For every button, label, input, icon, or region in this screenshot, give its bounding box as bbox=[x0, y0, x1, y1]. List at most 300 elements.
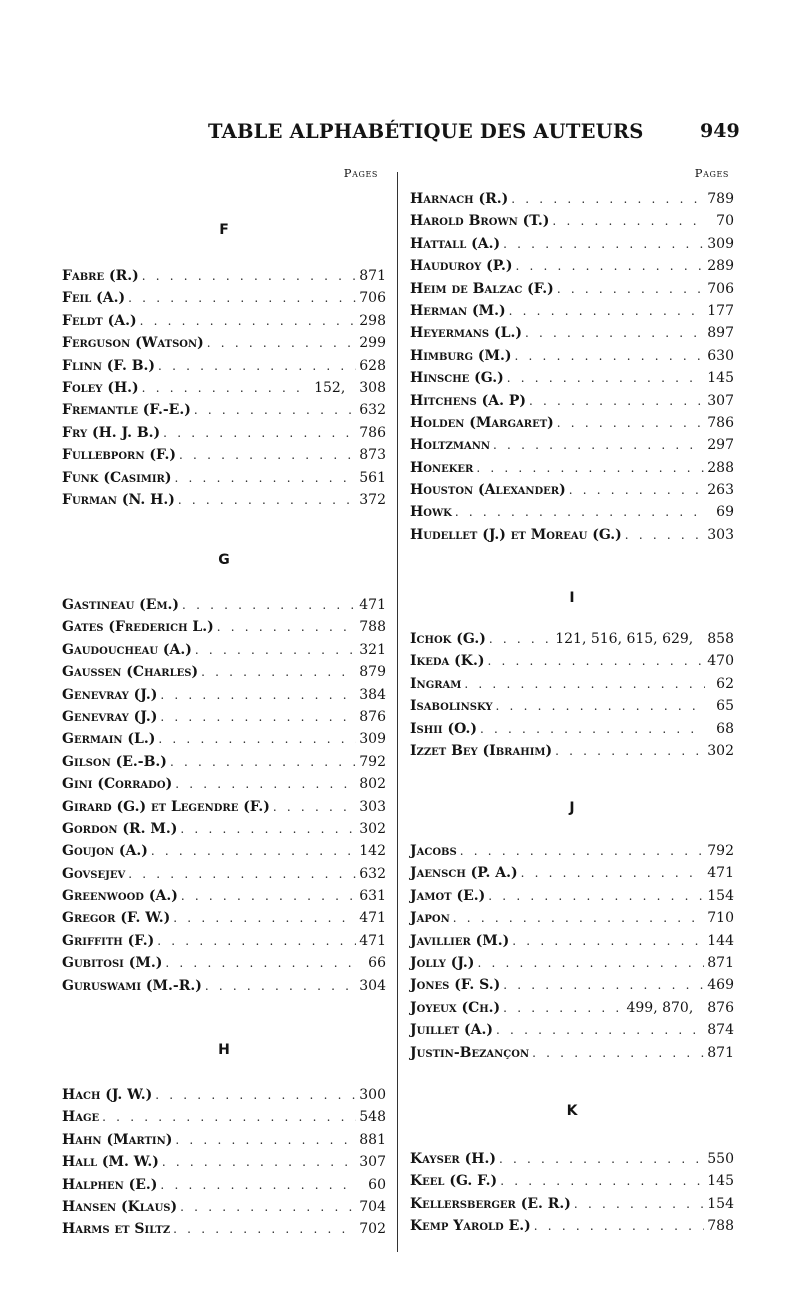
author-name: Genevray (J.) bbox=[62, 708, 158, 725]
dot-leader bbox=[455, 505, 705, 519]
author-name: Furman (N. H.) bbox=[62, 491, 175, 508]
dot-leader bbox=[625, 528, 704, 542]
author-name: Kemp Yarold E.) bbox=[410, 1218, 531, 1235]
index-entry bbox=[410, 191, 734, 213]
index-entry bbox=[62, 335, 386, 357]
page-reference: 792 bbox=[359, 753, 386, 770]
index-entry bbox=[410, 348, 734, 370]
section-list-k bbox=[410, 1151, 734, 1241]
dot-leader bbox=[555, 744, 704, 758]
dot-leader bbox=[493, 438, 704, 452]
index-entry bbox=[410, 698, 734, 720]
index-entry bbox=[410, 415, 734, 437]
dot-leader bbox=[557, 282, 704, 296]
dot-leader bbox=[151, 844, 356, 858]
author-name: Hinsche (G.) bbox=[410, 370, 504, 387]
author-name: Hach (J. W.) bbox=[62, 1087, 153, 1103]
section-letter-h: H bbox=[218, 1042, 230, 1058]
index-entry bbox=[62, 843, 386, 865]
page-reference: 873 bbox=[359, 447, 386, 464]
dot-leader bbox=[195, 643, 356, 657]
index-entry bbox=[62, 799, 386, 821]
author-name: Fullebporn (F.) bbox=[62, 447, 177, 464]
page-reference: 632 bbox=[359, 402, 386, 419]
index-entry bbox=[62, 447, 386, 469]
author-name: Keel (G. F.) bbox=[410, 1173, 498, 1190]
index-entry bbox=[410, 676, 734, 698]
author-name: Gregor (F. W.) bbox=[62, 910, 171, 927]
page-reference: 299 bbox=[359, 335, 386, 352]
dot-leader bbox=[569, 483, 705, 497]
page-reference: 704 bbox=[359, 1198, 386, 1215]
author-name: Honeker bbox=[410, 459, 474, 476]
section-list-i bbox=[410, 631, 734, 765]
index-entry bbox=[410, 721, 734, 743]
dot-leader bbox=[160, 1178, 357, 1192]
index-entry bbox=[410, 258, 734, 280]
page-reference: 65 bbox=[716, 698, 734, 715]
index-entry bbox=[62, 1109, 386, 1131]
page-reference: 561 bbox=[359, 469, 386, 486]
dot-leader bbox=[102, 1110, 356, 1124]
dot-leader bbox=[140, 314, 357, 328]
author-name: Justin-Bezançon bbox=[410, 1044, 530, 1061]
section-list-f bbox=[62, 268, 386, 514]
dot-leader bbox=[503, 237, 704, 251]
dot-leader bbox=[128, 867, 356, 881]
page-reference: 788 bbox=[707, 1218, 734, 1235]
index-entry bbox=[62, 425, 386, 447]
author-name: Hauduroy (P.) bbox=[410, 258, 513, 275]
dot-leader bbox=[499, 1152, 704, 1166]
dot-leader bbox=[574, 1197, 704, 1211]
dot-leader bbox=[480, 722, 705, 736]
index-entry bbox=[62, 313, 386, 335]
page-reference: 881 bbox=[359, 1131, 386, 1148]
dot-leader bbox=[180, 1200, 356, 1214]
author-name: Ikeda (K.) bbox=[410, 653, 485, 670]
additional-pages: 121, 516, 615, 629, bbox=[555, 631, 694, 647]
dot-leader bbox=[162, 1155, 356, 1169]
dot-leader bbox=[180, 822, 356, 836]
section-list-j bbox=[410, 843, 734, 1067]
dot-leader bbox=[488, 889, 704, 903]
author-name: Houston (Alexander) bbox=[410, 482, 566, 499]
dot-leader bbox=[194, 403, 356, 417]
index-entry bbox=[62, 290, 386, 312]
index-entry bbox=[410, 1196, 734, 1218]
index-entry bbox=[62, 597, 386, 619]
additional-pages: 152, bbox=[314, 379, 346, 396]
page-reference: 631 bbox=[359, 888, 386, 905]
author-name: Joyeux (Ch.) bbox=[410, 999, 501, 1016]
author-name: Ishii (O.) bbox=[410, 720, 477, 737]
author-name: Girard (G.) et Legendre (F.) bbox=[62, 798, 270, 815]
index-entry bbox=[410, 527, 734, 549]
dot-leader bbox=[179, 448, 356, 462]
author-name: Gastineau (Em.) bbox=[62, 597, 180, 613]
pages-column-label: Pages bbox=[694, 166, 729, 180]
page-reference: 154 bbox=[707, 1195, 734, 1212]
page-reference: 309 bbox=[707, 235, 734, 252]
author-name: Isabolinsky bbox=[410, 698, 493, 715]
index-entry bbox=[410, 504, 734, 526]
section-list-h bbox=[62, 1087, 386, 1244]
dot-leader bbox=[476, 461, 704, 475]
author-name: Gordon (R. M.) bbox=[62, 820, 178, 837]
index-entry bbox=[410, 370, 734, 392]
dot-leader bbox=[155, 1088, 356, 1102]
index-entry bbox=[410, 743, 734, 765]
dot-leader bbox=[529, 394, 704, 408]
dot-leader bbox=[515, 259, 704, 273]
page-reference: 702 bbox=[359, 1221, 386, 1238]
index-entry bbox=[410, 933, 734, 955]
author-name: Ichok (G.) bbox=[410, 631, 486, 647]
page-reference: 471 bbox=[359, 932, 386, 949]
page-reference: 154 bbox=[707, 887, 734, 904]
index-entry bbox=[410, 1022, 734, 1044]
page-reference: 289 bbox=[707, 258, 734, 275]
page-reference: 145 bbox=[707, 1173, 734, 1190]
author-name: Japon bbox=[410, 910, 450, 927]
index-entry bbox=[62, 1087, 386, 1109]
page-reference: 69 bbox=[716, 504, 734, 521]
page-reference: 469 bbox=[707, 977, 734, 994]
page-reference: 471 bbox=[707, 865, 734, 882]
index-entry bbox=[410, 910, 734, 932]
index-entry bbox=[62, 866, 386, 888]
author-name: Gaussen (Charles) bbox=[62, 664, 199, 681]
dot-leader bbox=[157, 934, 356, 948]
page-reference: 384 bbox=[359, 686, 386, 703]
dot-leader bbox=[489, 632, 552, 646]
index-entry bbox=[62, 933, 386, 955]
index-entry bbox=[62, 910, 386, 932]
author-name: Goujon (A.) bbox=[62, 843, 148, 860]
index-entry bbox=[62, 776, 386, 798]
author-name: Javillier (M.) bbox=[410, 932, 510, 949]
index-entry bbox=[62, 1177, 386, 1199]
author-name: Hitchens (A. P) bbox=[410, 392, 526, 409]
index-entry bbox=[62, 358, 386, 380]
index-entry bbox=[62, 1154, 386, 1176]
index-entry bbox=[62, 642, 386, 664]
page-reference: 309 bbox=[359, 731, 386, 748]
index-entry bbox=[62, 619, 386, 641]
page-reference: 62 bbox=[716, 675, 734, 692]
index-entry bbox=[62, 268, 386, 290]
author-name: Gaudoucheau (A.) bbox=[62, 641, 192, 658]
index-entry bbox=[62, 1132, 386, 1154]
author-name: Flinn (F. B.) bbox=[62, 357, 156, 374]
page-reference: 288 bbox=[707, 459, 734, 476]
index-entry bbox=[410, 393, 734, 415]
page-reference: 897 bbox=[707, 325, 734, 342]
dot-leader bbox=[512, 934, 704, 948]
page-reference: 303 bbox=[707, 526, 734, 543]
dot-leader bbox=[128, 291, 356, 305]
page-reference: 550 bbox=[707, 1151, 734, 1167]
dot-leader bbox=[509, 304, 705, 318]
page-reference: 871 bbox=[359, 268, 386, 284]
page-reference: 70 bbox=[716, 213, 734, 230]
index-entry bbox=[410, 460, 734, 482]
index-entry bbox=[410, 888, 734, 910]
author-name: Guruswami (M.-R.) bbox=[62, 977, 202, 994]
author-name: Gates (Frederich L.) bbox=[62, 619, 214, 636]
dot-leader bbox=[477, 956, 704, 970]
page-title: TABLE ALPHABÉTIQUE DES AUTEURS bbox=[208, 120, 644, 143]
index-entry bbox=[410, 843, 734, 865]
dot-leader bbox=[158, 732, 356, 746]
dot-leader bbox=[511, 192, 704, 206]
dot-leader bbox=[557, 416, 705, 430]
dot-leader bbox=[170, 755, 356, 769]
index-entry bbox=[62, 888, 386, 910]
dot-leader bbox=[165, 956, 357, 970]
page-reference: 876 bbox=[359, 708, 386, 725]
dot-leader bbox=[142, 381, 311, 395]
dot-leader bbox=[496, 699, 705, 713]
dot-leader bbox=[160, 710, 356, 724]
author-name: Kellersberger (E. R.) bbox=[410, 1195, 571, 1212]
page-reference: 879 bbox=[359, 664, 386, 681]
index-entry bbox=[410, 303, 734, 325]
author-name: Jones (F. S.) bbox=[410, 977, 501, 994]
author-name: Hall (M. W.) bbox=[62, 1154, 159, 1171]
author-name: Govsejev bbox=[62, 865, 126, 882]
index-entry bbox=[410, 1173, 734, 1195]
dot-leader bbox=[273, 800, 356, 814]
author-name: Herman (M.) bbox=[410, 302, 506, 319]
index-entry bbox=[410, 653, 734, 675]
index-entry bbox=[62, 731, 386, 753]
index-entry bbox=[62, 709, 386, 731]
author-name: Holden (Margaret) bbox=[410, 414, 554, 431]
page-reference: 706 bbox=[707, 280, 734, 297]
author-name: Himburg (M.) bbox=[410, 347, 512, 364]
index-entry bbox=[62, 492, 386, 514]
page-reference: 710 bbox=[707, 910, 734, 927]
index-entry bbox=[62, 1199, 386, 1221]
page-reference: 307 bbox=[707, 392, 734, 409]
section-list-g bbox=[62, 597, 386, 1000]
dot-leader bbox=[175, 1133, 356, 1147]
dot-leader bbox=[503, 1001, 623, 1015]
author-name: Jolly (J.) bbox=[410, 954, 475, 971]
index-entry bbox=[62, 821, 386, 843]
author-name: Harold Brown (T.) bbox=[410, 213, 550, 230]
page-reference: 871 bbox=[707, 954, 734, 971]
author-name: Germain (L.) bbox=[62, 731, 156, 748]
author-name: Howk bbox=[410, 504, 452, 521]
page-reference: 302 bbox=[707, 742, 734, 759]
page-reference: 874 bbox=[707, 1022, 734, 1039]
author-name: Hansen (Klaus) bbox=[62, 1198, 178, 1215]
author-name: Harnach (R.) bbox=[410, 191, 509, 207]
index-entry bbox=[62, 664, 386, 686]
page-reference: 630 bbox=[707, 347, 734, 364]
index-entry bbox=[410, 955, 734, 977]
author-name: Juillet (A.) bbox=[410, 1022, 494, 1039]
author-name: Genevray (J.) bbox=[62, 686, 158, 703]
dot-leader bbox=[500, 1174, 704, 1188]
page-reference: 858 bbox=[707, 631, 734, 647]
page-number: 949 bbox=[700, 120, 740, 142]
section-letter-f: F bbox=[219, 222, 229, 238]
dot-leader bbox=[173, 1222, 356, 1236]
dot-leader bbox=[453, 911, 705, 925]
dot-leader bbox=[507, 371, 705, 385]
dot-leader bbox=[534, 1219, 704, 1233]
dot-leader bbox=[201, 665, 356, 679]
page-reference: 68 bbox=[716, 720, 734, 737]
page-reference: 471 bbox=[359, 597, 386, 613]
section-letter-k: K bbox=[566, 1103, 578, 1119]
author-name: Hattall (A.) bbox=[410, 235, 501, 252]
index-entry bbox=[410, 437, 734, 459]
author-name: Ferguson (Watson) bbox=[62, 335, 204, 352]
index-entry bbox=[410, 213, 734, 235]
author-name: Izzet Bey (Ibrahim) bbox=[410, 742, 553, 759]
author-name: Fabre (R.) bbox=[62, 268, 139, 284]
dot-leader bbox=[182, 598, 356, 612]
section-letter-g: G bbox=[218, 552, 230, 568]
page-reference: 142 bbox=[359, 843, 386, 860]
page-reference: 470 bbox=[707, 653, 734, 670]
index-entry bbox=[62, 380, 386, 402]
page-reference: 792 bbox=[707, 843, 734, 859]
page-reference: 548 bbox=[359, 1109, 386, 1126]
page-reference: 321 bbox=[359, 641, 386, 658]
dot-leader bbox=[205, 979, 356, 993]
author-name: Gilson (E.-B.) bbox=[62, 753, 167, 770]
author-name: Jaensch (P. A.) bbox=[410, 865, 518, 882]
dot-leader bbox=[525, 326, 704, 340]
page-reference: 307 bbox=[359, 1154, 386, 1171]
author-name: Heyermans (L.) bbox=[410, 325, 522, 342]
dot-leader bbox=[503, 978, 704, 992]
page-reference: 789 bbox=[707, 191, 734, 207]
dot-leader bbox=[163, 426, 356, 440]
index-entry bbox=[410, 325, 734, 347]
page-reference: 471 bbox=[359, 910, 386, 927]
index-entry bbox=[62, 470, 386, 492]
author-name: Fremantle (F.-E.) bbox=[62, 402, 191, 419]
index-entry bbox=[410, 1218, 734, 1240]
page-reference: 303 bbox=[359, 798, 386, 815]
page-reference: 786 bbox=[359, 424, 386, 441]
author-name: Feldt (A.) bbox=[62, 312, 137, 329]
page-reference: 372 bbox=[359, 491, 386, 508]
author-name: Harms et Siltz bbox=[62, 1221, 171, 1238]
index-entry bbox=[410, 482, 734, 504]
index-entry bbox=[410, 281, 734, 303]
dot-leader bbox=[460, 844, 705, 858]
dot-leader bbox=[174, 471, 356, 485]
index-entry bbox=[410, 1045, 734, 1067]
index-entry bbox=[410, 1151, 734, 1173]
author-name: Foley (H.) bbox=[62, 379, 139, 396]
dot-leader bbox=[207, 336, 356, 350]
page-reference: 706 bbox=[359, 290, 386, 307]
page-reference: 876 bbox=[707, 999, 734, 1016]
author-name: Funk (Casimir) bbox=[62, 469, 172, 486]
index-entry bbox=[410, 631, 734, 653]
dot-leader bbox=[521, 866, 705, 880]
dot-leader bbox=[178, 493, 356, 507]
author-name: Halphen (E.) bbox=[62, 1176, 158, 1193]
dot-leader bbox=[158, 359, 356, 373]
page-reference: 304 bbox=[359, 977, 386, 994]
author-name: Holtzmann bbox=[410, 437, 491, 454]
dot-leader bbox=[515, 349, 705, 363]
page-reference: 871 bbox=[707, 1044, 734, 1061]
author-name: Jacobs bbox=[410, 843, 457, 859]
author-name: Hudellet (J.) et Moreau (G.) bbox=[410, 526, 622, 543]
page-reference: 788 bbox=[359, 619, 386, 636]
page-reference: 298 bbox=[359, 312, 386, 329]
author-name: Kayser (H.) bbox=[410, 1151, 496, 1167]
dot-leader bbox=[181, 889, 356, 903]
page-reference: 297 bbox=[707, 437, 734, 454]
dot-leader bbox=[464, 677, 705, 691]
index-entry bbox=[62, 955, 386, 977]
section-list-h-continued bbox=[410, 191, 734, 549]
page-reference: 177 bbox=[707, 302, 734, 319]
page-reference: 632 bbox=[359, 865, 386, 882]
dot-leader bbox=[173, 911, 356, 925]
page-reference: 786 bbox=[707, 414, 734, 431]
page-reference: 144 bbox=[707, 932, 734, 949]
additional-pages: 499, 870, bbox=[626, 999, 694, 1016]
author-name: Heim de Balzac (F.) bbox=[410, 280, 554, 297]
index-entry bbox=[410, 977, 734, 999]
index-entry bbox=[410, 236, 734, 258]
author-name: Griffith (F.) bbox=[62, 932, 155, 949]
author-name: Hahn (Martin) bbox=[62, 1131, 173, 1148]
author-name: Gini (Corrado) bbox=[62, 776, 173, 793]
index-entry bbox=[410, 865, 734, 887]
index-entry bbox=[410, 1000, 734, 1022]
section-letter-i: I bbox=[569, 590, 575, 606]
dot-leader bbox=[175, 777, 356, 791]
page-reference: 145 bbox=[707, 370, 734, 387]
author-name: Hage bbox=[62, 1109, 100, 1126]
page-reference: 300 bbox=[359, 1087, 386, 1103]
author-name: Feil (A.) bbox=[62, 290, 126, 307]
dot-leader bbox=[532, 1046, 704, 1060]
page-reference: 263 bbox=[707, 482, 734, 499]
index-entry bbox=[62, 978, 386, 1000]
dot-leader bbox=[160, 688, 356, 702]
author-name: Fry (H. J. B.) bbox=[62, 424, 161, 441]
page-reference: 308 bbox=[359, 379, 386, 396]
page-reference: 802 bbox=[359, 776, 386, 793]
author-name: Gubitosi (M.) bbox=[62, 955, 163, 972]
dot-leader bbox=[496, 1023, 704, 1037]
author-name: Jamot (E.) bbox=[410, 887, 486, 904]
dot-leader bbox=[487, 654, 704, 668]
index-entry bbox=[62, 1221, 386, 1243]
author-name: Ingram bbox=[410, 675, 462, 692]
page-reference: 302 bbox=[359, 820, 386, 837]
index-entry bbox=[62, 754, 386, 776]
column-divider bbox=[397, 172, 398, 1252]
pages-column-label: Pages bbox=[343, 166, 378, 180]
dot-leader bbox=[552, 214, 705, 228]
